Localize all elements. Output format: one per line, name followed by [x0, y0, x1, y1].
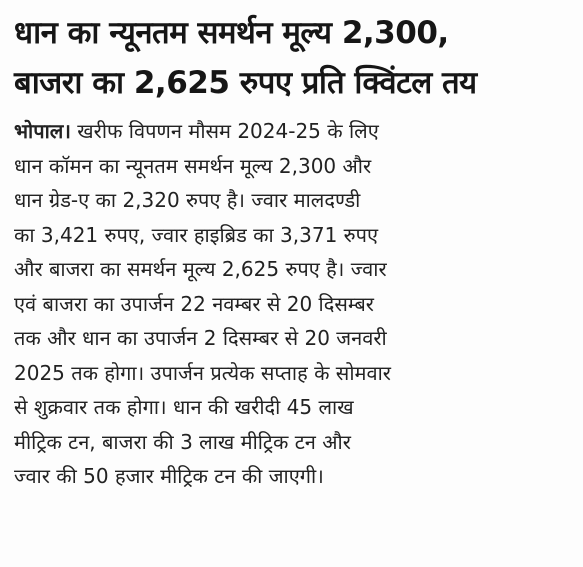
article-line: [14, 114, 569, 149]
article-line: एवं बाजरा का उपार्जन 22 नवम्बर से 20 दिसम्बर: [14, 291, 374, 316]
headline-line-2: बाजरा का 2,625 रुपए प्रति क्विंटल तय: [14, 65, 477, 101]
article-line: 2025 तक होगा। उपार्जन प्रत्येक सप्ताह के सोमवार: [14, 360, 391, 385]
dateline: भोपाल।: [14, 119, 71, 143]
headline-line-1: धान का न्यूनतम समर्थन मूल्य 2,300,: [14, 15, 449, 51]
article-line: और बाजरा का समर्थन मूल्य 2,625 रुपए है। ज्वार: [14, 257, 387, 281]
article-line-text: खरीफ विपणन मौसम 2024-25 के लिए: [70, 119, 379, 143]
article-line: से शुक्रवार तक होगा। धान की खरीदी 45 लाख: [14, 395, 354, 419]
article-line: धान कॉमन का न्यूनतम समर्थन मूल्य 2,300 और: [14, 153, 372, 178]
article-line: का 3,421 रुपए, ज्वार हाइब्रिड का 3,371 रुपए: [14, 222, 379, 247]
article-line: धान ग्रेड-ए का 2,320 रुपए है। ज्वार मालदण्डी: [14, 188, 361, 212]
article-body: [14, 114, 569, 494]
article-line: तक और धान का उपार्जन 2 दिसम्बर से 20 जनवरी: [14, 326, 387, 350]
headline: [14, 8, 569, 108]
article-line: ज्वार की 50 हजार मीट्रिक टन की जाएगी।: [14, 464, 324, 488]
article-line: मीट्रिक टन, बाजरा की 3 लाख मीट्रिक टन और: [14, 429, 351, 454]
